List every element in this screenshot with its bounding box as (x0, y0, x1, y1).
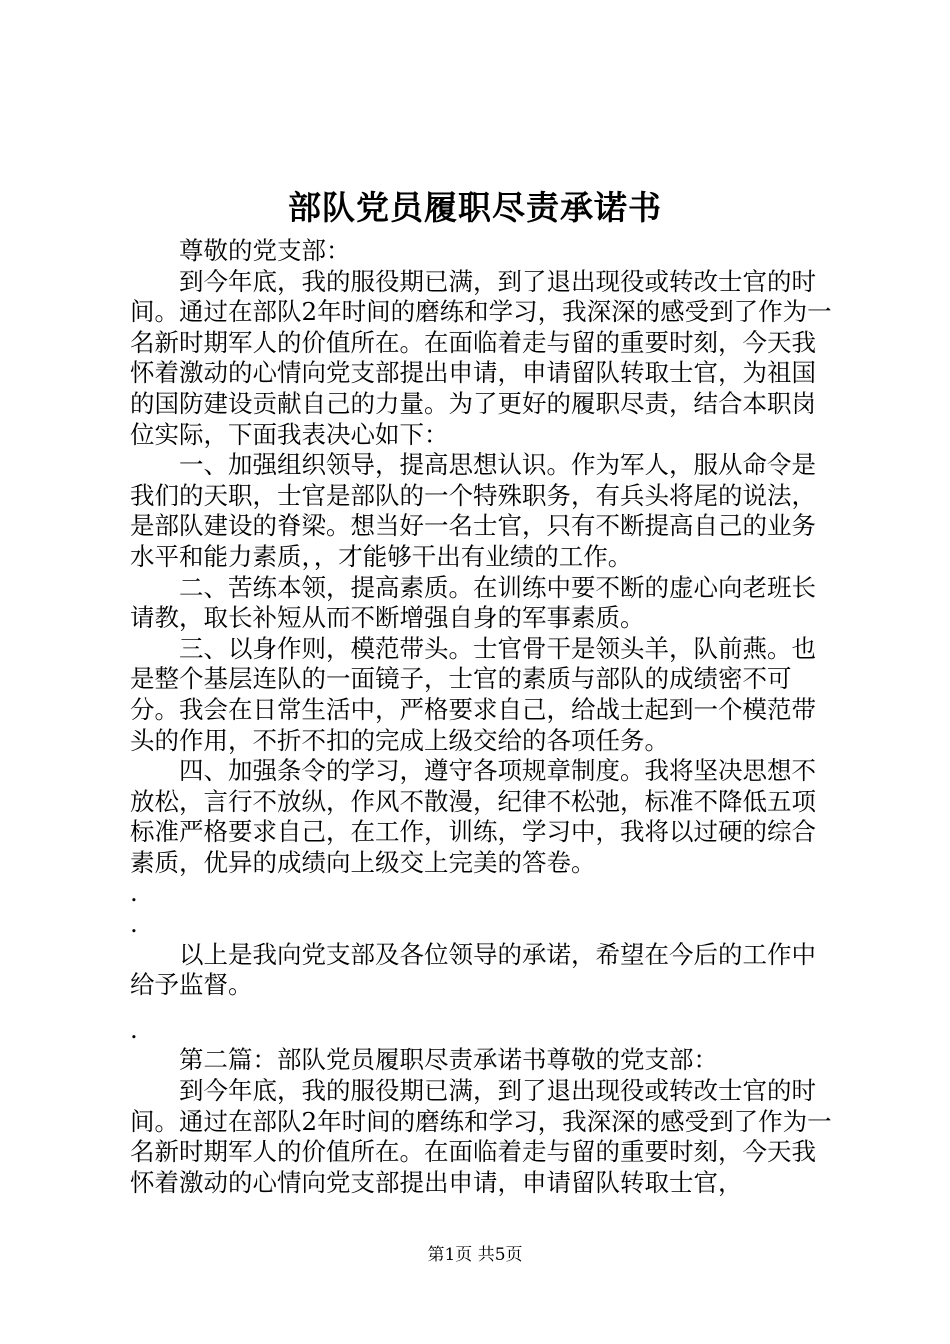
dot-separator: . (130, 1014, 138, 1044)
paragraph-point-3: 三、以身作则，模范带头。士官骨干是领头羊，队前燕。也是整个基层连队的一面镜子，士官的素质与部队的成绩密不可分。我会在日常生活中，严格要求自己，给战士起到一个模范带头的作用，不折不扣的完成上级交给的各项任务。 (130, 633, 816, 755)
paragraph-intro: 到今年底，我的服役期已满，到了退出现役或转改士官的时间。通过在部队2年时间的磨练和学习，我深深的感受到了作为一名新时期军人的价值所在。在面临着走与留的重要时刻，今天我怀着激动的心情向党支部提出申请，申请留队转取士官，为祖国的国防建设贡献自己的力量。为了更好的履职尽责，结合本职岗位实际，下面我表决心如下： (130, 266, 832, 449)
salutation: 尊敬的党支部： (179, 236, 351, 265)
dot-separator: . (130, 909, 138, 939)
document-body (130, 236, 835, 1198)
second-section-paragraph: 到今年底，我的服役期已满，到了退出现役或转改士官的时间。通过在部队2年时间的磨练和学习，我深深的感受到了作为一名新时期军人的价值所在。在面临着走与留的重要时刻，今天我怀着激动的心情向党支部提出申请，申请留队转取士官， (130, 1076, 832, 1197)
page-footer: 第1页 共5页 (427, 1245, 523, 1265)
paragraph-point-1: 一、加强组织领导，提高思想认识。作为军人，服从命令是我们的天职，士官是部队的一个特殊职务，有兵头将尾的说法，是部队建设的脊梁。想当好一名士官，只有不断提高自己的业务水平和能力素质，，才能够干出有业绩的工作。 (130, 450, 816, 571)
paragraph-point-2: 二、苦练本领，提高素质。在训练中要不断的虚心向老班长请教，取长补短从而不断增强自身的军事素质。 (130, 572, 816, 633)
paragraph-point-4: 四、加强条令的学习，遵守各项规章制度。我将坚决思想不放松，言行不放纵，作风不散漫，纪律不松弛，标准不降低五项标准严格要求自己，在工作，训练，学习中，我将以过硬的综合素质，优异的成绩向上级交上完美的答卷。 (130, 756, 816, 877)
dot-separator: . (130, 878, 138, 908)
spacer (130, 1001, 835, 1015)
second-section-heading: 第二篇：部队党员履职尽责承诺书尊敬的党支部： (179, 1045, 718, 1075)
closing-paragraph: 以上是我向党支部及各位领导的承诺，希望在今后的工作中给予监督。 (130, 939, 816, 1000)
document-title: 部队党员履职尽责承诺书 (288, 188, 662, 227)
